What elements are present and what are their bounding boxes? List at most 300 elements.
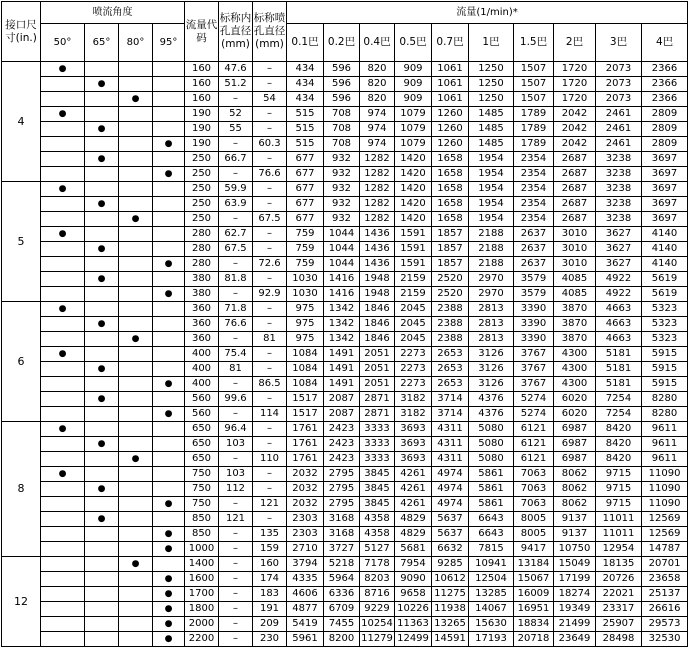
flow-cell: 759 — [287, 227, 324, 242]
dot-icon: ● — [58, 64, 67, 74]
flow-cell: 434 — [287, 77, 324, 92]
flow-cell: 6643 — [469, 512, 514, 527]
nozzle-diameter-cell: 54 — [253, 92, 287, 107]
angle-cell — [153, 287, 185, 302]
flow-cell: 1030 — [287, 272, 324, 287]
flow-cell: 11938 — [432, 602, 469, 617]
flow-cell: 3767 — [514, 362, 554, 377]
angle-cell — [41, 107, 85, 122]
flow-cell: 3714 — [432, 392, 469, 407]
flow-cell: 1044 — [324, 227, 360, 242]
flow-cell: 22021 — [596, 587, 642, 602]
flow-cell: 3238 — [596, 197, 642, 212]
flow-cell: 7455 — [324, 617, 360, 632]
angle-cell — [153, 557, 185, 572]
flow-cell: 4974 — [432, 497, 469, 512]
flow-cell: 11279 — [360, 632, 395, 647]
flow-cell: 708 — [324, 122, 360, 137]
angle-cell — [153, 512, 185, 527]
dot-icon: ● — [164, 139, 173, 149]
flow-cell: 2273 — [395, 347, 432, 362]
flow-cell: 6020 — [554, 392, 596, 407]
flow-cell: 7063 — [514, 482, 554, 497]
flow-cell: 3697 — [642, 197, 688, 212]
angle-cell — [153, 452, 185, 467]
flow-cell: 20718 — [514, 632, 554, 647]
angle-cell — [153, 332, 185, 347]
flow-cell: 2051 — [360, 347, 395, 362]
flow-cell: 3168 — [324, 512, 360, 527]
nozzle-diameter-cell: 92.9 — [253, 287, 287, 302]
angle-cell — [41, 602, 85, 617]
flow-cell: 2042 — [554, 107, 596, 122]
flow-cell: 18135 — [596, 557, 642, 572]
flow-cell: 9285 — [432, 557, 469, 572]
dot-icon: ● — [164, 169, 173, 179]
flow-cell: 2461 — [596, 137, 642, 152]
angle-cell — [85, 512, 119, 527]
inner-diameter-cell: – — [219, 287, 253, 302]
nozzle-diameter-cell: – — [253, 422, 287, 437]
flow-cell: 2653 — [432, 362, 469, 377]
dot-icon: ● — [58, 304, 67, 314]
flow-cell: 1591 — [395, 227, 432, 242]
angle-cell — [85, 317, 119, 332]
angle-cell — [85, 527, 119, 542]
angle-cell — [41, 482, 85, 497]
flow-cell: 1491 — [324, 347, 360, 362]
nozzle-diameter-cell: 209 — [253, 617, 287, 632]
angle-cell — [119, 617, 153, 632]
angle-cell — [153, 257, 185, 272]
header-inner-diameter: 标称内孔直径(mm) — [219, 2, 253, 62]
flow-cell: 2809 — [642, 107, 688, 122]
angle-cell — [119, 347, 153, 362]
inner-diameter-cell: – — [219, 452, 253, 467]
table-row — [2, 392, 688, 407]
table-row — [2, 482, 688, 497]
flow-cell: 7063 — [514, 497, 554, 512]
angle-cell — [85, 182, 119, 197]
flow-cell: 9137 — [554, 512, 596, 527]
flow-cell: 2813 — [469, 332, 514, 347]
flow-cell: 1282 — [360, 212, 395, 227]
angle-cell — [153, 572, 185, 587]
flow-cell: 1517 — [287, 392, 324, 407]
flow-cell: 2687 — [554, 212, 596, 227]
flow-cell: 11090 — [642, 482, 688, 497]
flow-cell: 3845 — [360, 497, 395, 512]
flow-cell: 4300 — [554, 377, 596, 392]
angle-cell — [153, 152, 185, 167]
angle-cell — [85, 332, 119, 347]
angle-cell — [119, 107, 153, 122]
flow-cell: 820 — [360, 92, 395, 107]
angle-cell — [153, 62, 185, 77]
flow-cell: 5080 — [469, 437, 514, 452]
flow-cell: 2423 — [324, 422, 360, 437]
nozzle-diameter-cell: 76.6 — [253, 167, 287, 182]
header-pressure-0: 0.1巴 — [287, 24, 324, 62]
table-row — [2, 437, 688, 452]
flow-cell: 1857 — [432, 227, 469, 242]
flow-code-cell: 850 — [185, 512, 219, 527]
angle-cell — [85, 167, 119, 182]
flow-cell: 759 — [287, 242, 324, 257]
flow-cell: 677 — [287, 182, 324, 197]
flow-cell: 2871 — [360, 392, 395, 407]
dot-icon: ● — [131, 214, 140, 224]
flow-cell: 6336 — [324, 587, 360, 602]
flow-cell: 2045 — [395, 332, 432, 347]
flow-cell: 1720 — [554, 77, 596, 92]
nozzle-diameter-cell: – — [253, 62, 287, 77]
flow-cell: 5323 — [642, 317, 688, 332]
angle-cell — [153, 437, 185, 452]
nozzle-diameter-cell: – — [253, 512, 287, 527]
angle-cell — [153, 362, 185, 377]
flow-code-cell: 1800 — [185, 602, 219, 617]
flow-cell: 1416 — [324, 287, 360, 302]
angle-cell — [41, 212, 85, 227]
flow-code-cell: 750 — [185, 482, 219, 497]
table-row — [2, 407, 688, 422]
angle-cell — [119, 212, 153, 227]
flow-cell: 5915 — [642, 347, 688, 362]
flow-cell: 2423 — [324, 452, 360, 467]
flow-cell: 3693 — [395, 422, 432, 437]
flow-cell: 1658 — [432, 152, 469, 167]
angle-cell — [153, 92, 185, 107]
flow-cell: 3697 — [642, 152, 688, 167]
angle-cell — [119, 257, 153, 272]
flow-cell: 25907 — [596, 617, 642, 632]
angle-cell — [41, 227, 85, 242]
flow-cell: 7063 — [514, 467, 554, 482]
flow-cell: 1789 — [514, 122, 554, 137]
table-row — [2, 227, 688, 242]
inner-diameter-cell: 47.6 — [219, 62, 253, 77]
angle-cell — [153, 407, 185, 422]
angle-cell — [119, 422, 153, 437]
angle-cell — [41, 122, 85, 137]
flow-cell: 8420 — [596, 437, 642, 452]
nozzle-diameter-cell: – — [253, 122, 287, 137]
dot-icon: ● — [97, 439, 106, 449]
table-row — [2, 497, 688, 512]
flow-cell: 7254 — [596, 407, 642, 422]
angle-cell — [41, 167, 85, 182]
nozzle-diameter-cell: 86.5 — [253, 377, 287, 392]
angle-cell — [119, 437, 153, 452]
header-pressure-3: 0.5巴 — [395, 24, 432, 62]
nozzle-diameter-cell: 110 — [253, 452, 287, 467]
angle-cell — [41, 347, 85, 362]
flow-cell: 932 — [324, 167, 360, 182]
table-row — [2, 587, 688, 602]
flow-cell: 3627 — [596, 242, 642, 257]
inner-diameter-cell: – — [219, 407, 253, 422]
flow-cell: 6987 — [554, 422, 596, 437]
flow-cell: 5080 — [469, 452, 514, 467]
flow-cell: 6121 — [514, 437, 554, 452]
angle-cell — [153, 227, 185, 242]
angle-cell — [119, 602, 153, 617]
angle-cell — [85, 92, 119, 107]
angle-cell — [41, 407, 85, 422]
flow-cell: 974 — [360, 122, 395, 137]
flow-cell: 9611 — [642, 437, 688, 452]
flow-cell: 2637 — [514, 227, 554, 242]
flow-cell: 932 — [324, 197, 360, 212]
flow-cell: 1761 — [287, 452, 324, 467]
flow-table — [1, 1, 688, 647]
flow-cell: 2045 — [395, 317, 432, 332]
flow-cell: 3390 — [514, 302, 554, 317]
angle-cell — [41, 497, 85, 512]
flow-cell: 14787 — [642, 542, 688, 557]
inner-diameter-cell: – — [219, 542, 253, 557]
flow-cell: 515 — [287, 122, 324, 137]
flow-cell: 1282 — [360, 152, 395, 167]
flow-cell: 8200 — [324, 632, 360, 647]
flow-cell: 1846 — [360, 332, 395, 347]
angle-cell — [85, 62, 119, 77]
flow-cell: 1846 — [360, 302, 395, 317]
flow-cell: 12569 — [642, 527, 688, 542]
nozzle-diameter-cell: 183 — [253, 587, 287, 602]
angle-cell — [153, 347, 185, 362]
flow-cell: 1948 — [360, 272, 395, 287]
angle-cell — [153, 497, 185, 512]
flow-cell: 11363 — [395, 617, 432, 632]
inner-diameter-cell: 75.4 — [219, 347, 253, 362]
flow-code-cell: 750 — [185, 467, 219, 482]
flow-cell: 32530 — [642, 632, 688, 647]
flow-cell: 8280 — [642, 392, 688, 407]
flow-cell: 17193 — [469, 632, 514, 647]
angle-cell — [119, 572, 153, 587]
flow-cell: 2710 — [287, 542, 324, 557]
angle-cell — [85, 617, 119, 632]
table-row — [2, 542, 688, 557]
angle-cell — [119, 272, 153, 287]
flow-cell: 9715 — [596, 467, 642, 482]
angle-cell — [153, 122, 185, 137]
angle-cell — [153, 527, 185, 542]
flow-cell: 1342 — [324, 302, 360, 317]
flow-cell: 5915 — [642, 362, 688, 377]
flow-cell: 8062 — [554, 497, 596, 512]
flow-cell: 3627 — [596, 227, 642, 242]
angle-cell — [41, 452, 85, 467]
flow-cell: 2032 — [287, 482, 324, 497]
nozzle-diameter-cell: 67.5 — [253, 212, 287, 227]
flow-cell: 12499 — [395, 632, 432, 647]
angle-cell — [119, 557, 153, 572]
angle-cell — [85, 107, 119, 122]
flow-cell: 2354 — [514, 152, 554, 167]
flow-cell: 932 — [324, 182, 360, 197]
flow-cell: 1507 — [514, 92, 554, 107]
angle-cell — [119, 362, 153, 377]
size-cell: 4 — [2, 62, 41, 182]
angle-cell — [119, 632, 153, 647]
flow-code-cell: 190 — [185, 137, 219, 152]
inner-diameter-cell: 99.6 — [219, 392, 253, 407]
flow-cell: 2423 — [324, 437, 360, 452]
angle-cell — [85, 407, 119, 422]
flow-cell: 2354 — [514, 212, 554, 227]
dot-icon: ● — [164, 289, 173, 299]
flow-cell: 2366 — [642, 62, 688, 77]
flow-cell: 15067 — [514, 572, 554, 587]
flow-cell: 2087 — [324, 392, 360, 407]
nozzle-diameter-cell: – — [253, 242, 287, 257]
angle-cell — [41, 182, 85, 197]
angle-cell — [85, 77, 119, 92]
flow-cell: 2461 — [596, 107, 642, 122]
table-row — [2, 287, 688, 302]
flow-cell: 2687 — [554, 152, 596, 167]
flow-cell: 1517 — [287, 407, 324, 422]
flow-cell: 1084 — [287, 347, 324, 362]
dot-icon: ● — [97, 514, 106, 524]
dot-icon: ● — [97, 199, 106, 209]
angle-cell — [41, 377, 85, 392]
flow-cell: 3333 — [360, 452, 395, 467]
flow-cell: 2354 — [514, 197, 554, 212]
flow-cell: 3126 — [469, 362, 514, 377]
flow-cell: 10750 — [554, 542, 596, 557]
table-row — [2, 137, 688, 152]
size-cell: 6 — [2, 302, 41, 422]
flow-cell: 2159 — [395, 287, 432, 302]
flow-code-cell: 280 — [185, 242, 219, 257]
flow-cell: 1954 — [469, 197, 514, 212]
header-pressure-6: 1.5巴 — [514, 24, 554, 62]
dot-icon: ● — [131, 334, 140, 344]
flow-cell: 2653 — [432, 347, 469, 362]
flow-code-cell: 2000 — [185, 617, 219, 632]
flow-cell: 10941 — [469, 557, 514, 572]
flow-cell: 20701 — [642, 557, 688, 572]
flow-cell: 4261 — [395, 467, 432, 482]
flow-cell: 1420 — [395, 167, 432, 182]
flow-cell: 1342 — [324, 332, 360, 347]
flow-cell: 5637 — [432, 512, 469, 527]
table-row — [2, 572, 688, 587]
angle-cell — [41, 332, 85, 347]
flow-cell: 13285 — [469, 587, 514, 602]
flow-cell: 1030 — [287, 287, 324, 302]
flow-cell: 1250 — [469, 92, 514, 107]
inner-diameter-cell: 81.8 — [219, 272, 253, 287]
angle-cell — [85, 467, 119, 482]
flow-cell: 18834 — [514, 617, 554, 632]
header-pressure-9: 4巴 — [642, 24, 688, 62]
angle-cell — [85, 542, 119, 557]
dot-icon: ● — [97, 79, 106, 89]
flow-cell: 13265 — [432, 617, 469, 632]
nozzle-diameter-cell: – — [253, 437, 287, 452]
flow-cell: 3870 — [554, 332, 596, 347]
angle-cell — [153, 467, 185, 482]
flow-code-cell: 190 — [185, 122, 219, 137]
flow-cell: 20726 — [596, 572, 642, 587]
flow-cell: 3126 — [469, 377, 514, 392]
dot-icon: ● — [97, 319, 106, 329]
flow-cell: 2032 — [287, 497, 324, 512]
flow-cell: 9137 — [554, 527, 596, 542]
inner-diameter-cell: – — [219, 257, 253, 272]
angle-cell — [153, 602, 185, 617]
flow-cell: 8005 — [514, 512, 554, 527]
angle-cell — [119, 467, 153, 482]
flow-cell: 2795 — [324, 497, 360, 512]
flow-cell: 708 — [324, 137, 360, 152]
flow-cell: 1658 — [432, 182, 469, 197]
flow-code-cell: 400 — [185, 347, 219, 362]
flow-cell: 1591 — [395, 257, 432, 272]
flow-cell: 2520 — [432, 287, 469, 302]
angle-cell — [85, 362, 119, 377]
nozzle-diameter-cell: – — [253, 482, 287, 497]
inner-diameter-cell: – — [219, 167, 253, 182]
angle-cell — [119, 302, 153, 317]
angle-cell — [41, 467, 85, 482]
flow-cell: 5274 — [514, 407, 554, 422]
angle-cell — [153, 272, 185, 287]
angle-cell — [153, 212, 185, 227]
flow-cell: 3238 — [596, 167, 642, 182]
flow-cell: 8203 — [360, 572, 395, 587]
flow-cell: 28498 — [596, 632, 642, 647]
flow-cell: 5323 — [642, 332, 688, 347]
flow-cell: 5861 — [469, 497, 514, 512]
angle-cell — [85, 302, 119, 317]
flow-cell: 17199 — [554, 572, 596, 587]
flow-cell: 2032 — [287, 467, 324, 482]
table-row — [2, 452, 688, 467]
angle-cell — [153, 182, 185, 197]
flow-cell: 23649 — [554, 632, 596, 647]
flow-code-cell: 280 — [185, 257, 219, 272]
flow-cell: 4922 — [596, 287, 642, 302]
flow-cell: 2366 — [642, 77, 688, 92]
flow-cell: 2354 — [514, 182, 554, 197]
flow-cell: 4606 — [287, 587, 324, 602]
angle-cell — [41, 557, 85, 572]
angle-cell — [41, 617, 85, 632]
flow-cell: 1954 — [469, 212, 514, 227]
dot-icon: ● — [164, 634, 173, 644]
flow-code-cell: 560 — [185, 392, 219, 407]
flow-cell: 4300 — [554, 347, 596, 362]
flow-cell: 1420 — [395, 182, 432, 197]
flow-cell: 1079 — [395, 122, 432, 137]
flow-cell: 1079 — [395, 137, 432, 152]
flow-cell: 15630 — [469, 617, 514, 632]
header-pressure-8: 3巴 — [596, 24, 642, 62]
angle-cell — [153, 422, 185, 437]
flow-cell: 4140 — [642, 257, 688, 272]
table-row — [2, 347, 688, 362]
nozzle-diameter-cell: 174 — [253, 572, 287, 587]
flow-code-cell: 1600 — [185, 572, 219, 587]
table-row — [2, 107, 688, 122]
flow-cell: 9715 — [596, 497, 642, 512]
